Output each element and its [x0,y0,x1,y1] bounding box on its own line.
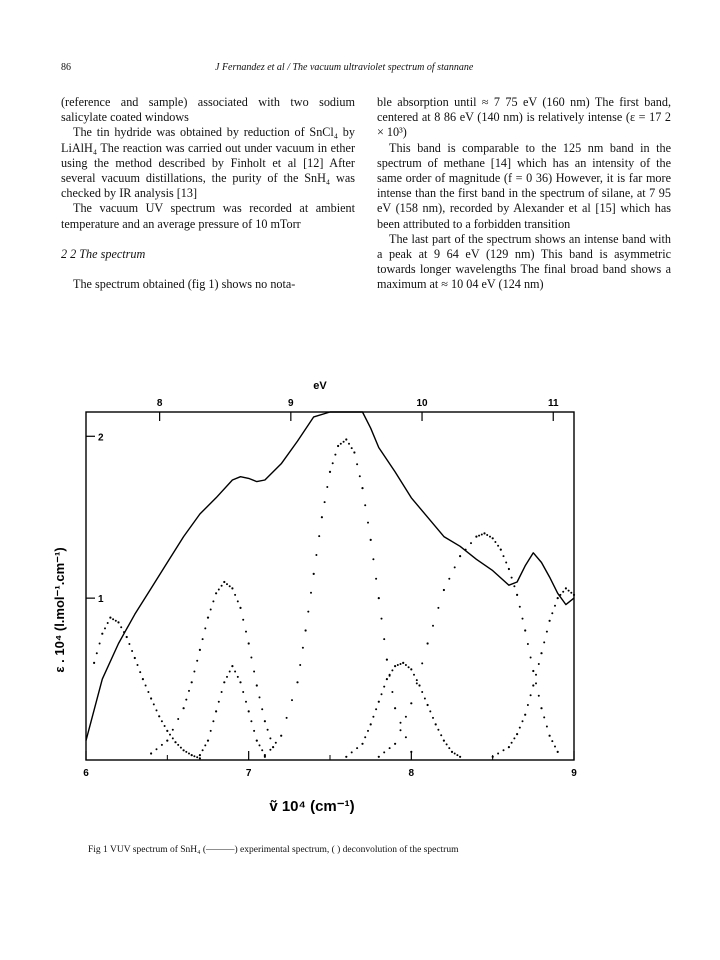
deconvolution-point [530,657,532,659]
deconvolution-point [446,743,448,745]
deconvolution-point [104,627,106,629]
deconvolution-point [156,748,158,750]
plot-layer [83,398,577,779]
deconvolution-point [497,753,499,755]
deconvolution-point [405,736,407,738]
top-axis-label: eV [313,380,327,392]
y-axis-label: ε . 10⁴ (l.mol⁻¹.cm⁻¹) [52,547,67,673]
deconvolution-point [99,643,101,645]
deconvolution-point [483,532,485,534]
top-tick-label: 10 [416,398,428,409]
deconvolution-point [475,536,477,538]
deconvolution-point [150,752,152,754]
deconvolution-point [410,702,412,704]
deconvolution-point [261,708,263,710]
deconvolution-point [481,534,483,536]
deconvolution-point [202,749,204,751]
deconvolution-point [505,562,507,564]
deconvolution-point [237,676,239,678]
deconvolution-point [351,751,353,753]
deconvolution-point [524,714,526,716]
deconvolution-point [549,735,551,737]
deconvolution-point [248,642,250,644]
deconvolution-point [451,751,453,753]
deconvolution-point [400,663,402,665]
deconvolution-point [513,737,515,739]
deconvolution-point [161,744,163,746]
top-tick-label: 8 [156,398,163,409]
deconvolution-point [432,717,434,719]
deconvolution-point [530,694,532,696]
deconvolution-point [218,589,220,591]
deconvolution-point [250,720,252,722]
deconvolution-point [410,751,412,753]
deconvolution-point [174,741,176,743]
deconvolution-point [443,589,445,591]
running-header [0,62,720,78]
deconvolution-point [226,676,228,678]
deconvolution-point [199,757,201,759]
deconvolution-point [519,606,521,608]
deconvolution-point [437,607,439,609]
deconvolution-point [261,749,263,751]
deconvolution-point [180,747,182,749]
deconvolution-point [538,695,540,697]
deconvolution-point [565,587,567,589]
deconvolution-point [383,686,385,688]
deconvolution-point [549,620,551,622]
left-paragraph-4: The spectrum obtained (fig 1) shows no nota- [73,277,296,292]
deconvolution-point [443,740,445,742]
deconvolution-point [437,729,439,731]
deconvolution-point [280,735,282,737]
deconvolution-point [391,669,393,671]
deconvolution-point [435,723,437,725]
deconvolution-point [364,736,366,738]
deconvolution-point [381,618,383,620]
deconvolution-point [375,708,377,710]
deconvolution-point [543,641,545,643]
deconvolution-point [123,631,125,633]
deconvolution-point [256,684,258,686]
deconvolution-point [256,740,258,742]
right-column [377,95,671,293]
deconvolution-point [305,629,307,631]
deconvolution-point [145,685,147,687]
deconvolution-point [229,671,231,673]
deconvolution-point [237,600,239,602]
deconvolution-point [513,585,515,587]
deconvolution-point [494,541,496,543]
deconvolution-point [272,746,274,748]
deconvolution-point [503,555,505,557]
deconvolution-point [147,691,149,693]
deconvolution-point [142,678,144,680]
deconvolution-point [202,638,204,640]
right-paragraph-1: ble absorption until ≈ 7 75 eV (160 nm) The first band, centered at 8 86 eV (140 nm) is relatively intense (ε = 17 2 × 10³) [377,95,671,140]
deconvolution-point [402,662,404,664]
figure-1 [40,365,680,845]
deconvolution-point [223,681,225,683]
deconvolution-point [291,699,293,701]
left-paragraph-3: The vacuum UV spectrum was recorded at ambient temperature and an average pressure of 10 mTorr [61,201,355,231]
deconvolution-point [231,665,233,667]
deconvolution-point [535,682,537,684]
deconvolution-point [562,591,564,593]
deconvolution-point [161,720,163,722]
deconvolution-point [383,638,385,640]
deconvolution-point [551,612,553,614]
deconvolution-point [440,734,442,736]
deconvolution-point [96,652,98,654]
deconvolution-point [250,657,252,659]
left-paragraph-2: The tin hydride was obtained by reduction of SnCl₄ by LiAlH₄ The reaction was carried out under vacuum in ether using the method described by Finholt et al [12] After several vacuum distillations, the purity of the SnH₄ was checked by IR analysis [13] [61,125,355,201]
deconvolution-point [448,747,450,749]
deconvolution-point [348,443,350,445]
deconvolution-point [489,536,491,538]
deconvolution-point [299,664,301,666]
deconvolution-point [259,696,261,698]
deconvolution-point [527,643,529,645]
deconvolution-point [427,704,429,706]
deconvolution-point [296,681,298,683]
deconvolution-point [413,674,415,676]
section-heading: 2 2 The spectrum [61,246,146,261]
deconvolution-point [356,747,358,749]
left-paragraph-1: (reference and sample) associated with two sodium salicylate coated windows [61,95,355,125]
deconvolution-point [381,693,383,695]
deconvolution-point [193,671,195,673]
deconvolution-point [215,592,217,594]
deconvolution-point [394,665,396,667]
deconvolution-point [329,471,331,473]
deconvolution-point [372,558,374,560]
deconvolution-point [204,744,206,746]
plot-frame [86,412,574,760]
deconvolution-point [367,730,369,732]
deconvolution-point [492,537,494,539]
deconvolution-point [196,660,198,662]
deconvolution-point [112,618,114,620]
deconvolution-point [408,666,410,668]
deconvolution-point [318,535,320,537]
deconvolution-point [454,753,456,755]
deconvolution-point [486,534,488,536]
deconvolution-point [315,554,317,556]
deconvolution-point [568,590,570,592]
deconvolution-point [410,668,412,670]
deconvolution-point [93,662,95,664]
deconvolution-point [183,749,185,751]
deconvolution-point [120,626,122,628]
deconvolution-point [418,684,420,686]
deconvolution-point [570,592,572,594]
deconvolution-point [375,578,377,580]
deconvolution-point [169,734,171,736]
deconvolution-point [372,716,374,718]
deconvolution-point [559,594,561,596]
deconvolution-point [405,716,407,718]
deconvolution-point [551,740,553,742]
deconvolution-point [166,730,168,732]
right-paragraph-2: This band is comparable to the 125 nm band in the spectrum of methane [14] which has an intensity of the same order of magnitude (f = 0 36) However, it is far more intense than the first band in the spectrum of silane, at 7 95 eV (158 nm), recorded by Alexander et al [15] which has been attributed to a forbidden transition [377,140,671,231]
deconvolution-point [196,756,198,758]
deconvolution-point [454,566,456,568]
x-tick-label: 9 [571,768,577,779]
deconvolution-point [253,730,255,732]
deconvolution-point [210,609,212,611]
deconvolution-point [546,631,548,633]
deconvolution-point [478,535,480,537]
deconvolution-point [212,600,214,602]
deconvolution-point [516,594,518,596]
deconvolution-point [117,621,119,623]
deconvolution-point [356,463,358,465]
deconvolution-point [326,486,328,488]
deconvolution-point [337,445,339,447]
deconvolution-point [459,756,461,758]
deconvolution-point [101,633,103,635]
deconvolution-point [172,737,174,739]
deconvolution-point [223,581,225,583]
deconvolution-point [546,726,548,728]
deconvolution-point [416,682,418,684]
x-axis-label: ṽ 10⁴ (cm⁻¹) [269,798,355,815]
deconvolution-point [234,594,236,596]
right-paragraph-3: The last part of the spectrum shows an intense band with a peak at 9 64 eV (129 nm) This band is asymmetric towards longer wavelengths The final broad band shows a maximum at ≈ 10 04 eV (124 nm) [377,231,671,292]
deconvolution-point [340,443,342,445]
deconvolution-point [383,751,385,753]
deconvolution-point [516,733,518,735]
deconvolution-point [115,620,117,622]
deconvolution-point [212,720,214,722]
deconvolution-point [511,742,513,744]
deconvolution-point [313,573,315,575]
deconvolution-point [378,756,380,758]
deconvolution-point [245,631,247,633]
deconvolution-point [275,742,277,744]
deconvolution-point [557,597,559,599]
deconvolution-point [158,715,160,717]
y-tick-label: 1 [98,594,104,606]
deconvolution-point [424,698,426,700]
deconvolution-point [359,475,361,477]
deconvolution-point [172,729,174,731]
deconvolution-point [229,585,231,587]
deconvolution-point [321,516,323,518]
deconvolution-point [511,577,513,579]
deconvolution-point [269,737,271,739]
deconvolution-point [386,678,388,680]
deconvolution-point [353,451,355,453]
deconvolution-point [109,617,111,619]
deconvolution-point [519,727,521,729]
deconvolution-point [302,647,304,649]
deconvolution-point [492,756,494,758]
deconvolution-point [456,754,458,756]
deconvolution-point [218,701,220,703]
deconvolution-point [332,462,334,464]
deconvolution-point [524,629,526,631]
y-tick-label: 2 [98,432,104,444]
deconvolution-point [334,454,336,456]
deconvolution-point [134,657,136,659]
deconvolution-point [351,447,353,449]
deconvolution-point [164,725,166,727]
deconvolution-point [199,649,201,651]
figure-caption: Fig 1 VUV spectrum of SnH₄ (———) experimental spectrum, ( ) deconvolution of the spectrum [88,845,459,855]
deconvolution-point [389,747,391,749]
deconvolution-point [343,441,345,443]
deconvolution-point [400,729,402,731]
deconvolution-point [242,619,244,621]
x-tick-label: 8 [408,768,415,779]
deconvolution-point [364,504,366,506]
deconvolution-point [386,659,388,661]
deconvolution-point [183,707,185,709]
deconvolution-point [210,730,212,732]
deconvolution-point [448,578,450,580]
deconvolution-point [264,720,266,722]
spectrum-chart [40,365,680,845]
deconvolution-point [361,743,363,745]
deconvolution-point [497,545,499,547]
deconvolution-point [215,710,217,712]
deconvolution-point [573,594,575,596]
deconvolution-point [554,605,556,607]
deconvolution-point [267,729,269,731]
deconvolution-point [508,568,510,570]
deconvolution-point [204,627,206,629]
deconvolution-point [508,746,510,748]
deconvolution-point [378,701,380,703]
deconvolution-point [345,756,347,758]
deconvolution-point [465,549,467,551]
deconvolution-point [286,717,288,719]
deconvolution-point [131,650,133,652]
deconvolution-point [378,597,380,599]
deconvolution-point [239,681,241,683]
deconvolution-point [503,749,505,751]
deconvolution-point [522,720,524,722]
deconvolution-point [177,744,179,746]
deconvolution-point [416,679,418,681]
deconvolution-point [324,501,326,503]
deconvolution-point [400,722,402,724]
running-head: J Fernandez et al / The vacuum ultraviolet spectrum of stannane [215,62,474,73]
deconvolution-point [193,755,195,757]
deconvolution-point [153,703,155,705]
deconvolution-point [226,583,228,585]
deconvolution-point [532,684,534,686]
deconvolution-point [139,671,141,673]
deconvolution-point [207,617,209,619]
deconvolution-point [532,670,534,672]
deconvolution-point [405,664,407,666]
experimental-spectrum-line [86,412,574,741]
deconvolution-point [361,487,363,489]
deconvolution-point [231,587,233,589]
top-tick-label: 11 [547,398,559,409]
deconvolution-point [177,718,179,720]
deconvolution-point [394,743,396,745]
deconvolution-point [188,690,190,692]
deconvolution-point [391,691,393,693]
deconvolution-point [554,746,556,748]
deconvolution-point [239,607,241,609]
deconvolution-point [259,744,261,746]
deconvolution-point [107,622,109,624]
deconvolution-point [137,664,139,666]
deconvolution-point [126,636,128,638]
deconvolution-point [367,522,369,524]
deconvolution-point [370,539,372,541]
deconvolution-point [345,438,347,440]
deconvolution-point [370,723,372,725]
deconvolution-point [191,754,193,756]
deconvolution-point [394,707,396,709]
deconvolution-point [397,664,399,666]
deconvolution-point [540,652,542,654]
deconvolution-point [234,671,236,673]
deconvolution-point [310,592,312,594]
deconvolution-point [522,618,524,620]
deconvolution-point [199,754,201,756]
deconvolution-point [188,753,190,755]
deconvolution-point [248,710,250,712]
deconvolution-point [389,674,391,676]
deconvolution-point [221,585,223,587]
deconvolution-point [245,701,247,703]
deconvolution-point [166,740,168,742]
deconvolution-point [185,751,187,753]
deconvolution-point [421,691,423,693]
deconvolution-point [557,751,559,753]
deconvolution-point [264,756,266,758]
deconvolution-point [156,709,158,711]
deconvolution-point [538,663,540,665]
deconvolution-point [527,704,529,706]
x-tick-label: 7 [245,768,252,779]
deconvolution-point [535,674,537,676]
deconvolution-point [500,549,502,551]
deconvolution-point [221,691,223,693]
deconvolution-point [242,691,244,693]
top-tick-label: 9 [288,398,294,409]
deconvolution-point [269,749,271,751]
deconvolution-point [470,542,472,544]
deconvolution-point [185,699,187,701]
page-number: 86 [61,62,71,73]
deconvolution-point [459,555,461,557]
deconvolution-point [207,740,209,742]
deconvolution-point [543,716,545,718]
deconvolution-point [128,643,130,645]
deconvolution-point [432,625,434,627]
deconvolution-point [191,681,193,683]
deconvolution-point [307,611,309,613]
left-column [61,95,355,292]
deconvolution-point [429,710,431,712]
deconvolution-point [150,697,152,699]
deconvolution-point [421,662,423,664]
deconvolution-point [253,671,255,673]
x-tick-label: 6 [83,768,89,779]
deconvolution-point [427,642,429,644]
deconvolution-point [540,707,542,709]
